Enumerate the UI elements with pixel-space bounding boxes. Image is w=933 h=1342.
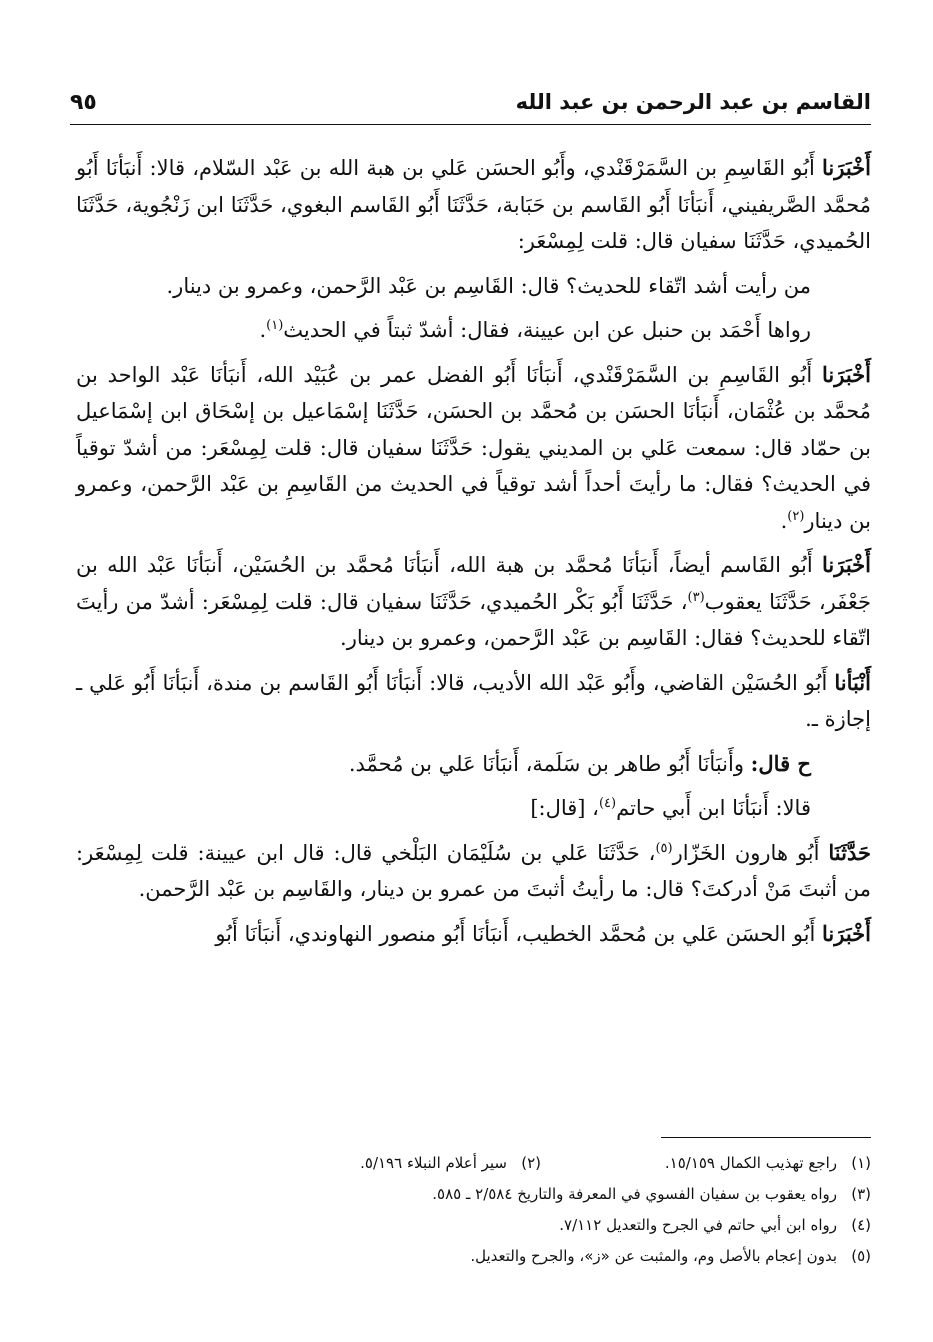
narration-lead: أَنْبَأنا: [834, 669, 871, 695]
narration-lead: أَخْبَرَنا: [822, 552, 871, 577]
footnote-3: [432, 1179, 871, 1210]
running-title: القاسم بن عبد الرحمن بن عبد الله: [515, 90, 871, 114]
paragraph-text: وأَنبَأنَا أَبُو طاهر بن سَلَمة، أَنبَأنَا عَلي بن مُحمَّد.: [348, 751, 751, 776]
paragraph-text: أَبُو هارون الخَزّار: [672, 840, 829, 865]
footnote-text: رواه ابن أبي حاتم في الجرح والتعديل ٧/١١٢.: [559, 1216, 837, 1234]
footnote-number: (١): [851, 1154, 871, 1172]
footnote-row: [120, 1241, 871, 1272]
paragraph-10: [76, 916, 871, 953]
paragraph-7: [76, 746, 871, 783]
paragraph-text: رواها أَحْمَد بن حنبل عن ابن عيينة، فقال: أشدّ ثبتاً في الحديث: [283, 318, 811, 342]
footnote-text: بدون إعجام بالأصل وم، والمثبت عن «ز»، والجرح والتعديل.: [470, 1247, 837, 1265]
footnote-ref[interactable]: (٢): [787, 508, 805, 524]
page-header: [70, 84, 871, 120]
footnote-1: [541, 1148, 871, 1179]
paragraph-2: [76, 268, 871, 305]
paragraph-text: أَبُو الحسَن عَلي بن مُحمَّد الخطيب، أَنبَأنَا أَبُو منصور النهاوندي، أَنبَأنَا أَبُو: [215, 921, 823, 946]
narration-lead: حَدَّثَنَا: [828, 839, 871, 865]
paragraph-text: أَبُو القَاسِمِ بن السَّمَرْقَنْدي، وأَبُو الحسَن عَلي بن هبة الله بن عَبْد السّلام، قالا: أَنبَأنَا أَبُو مُحمَّد الصَّريفيني، أَنبَأنَا أَبُو القَاسم بن حَبَابة، حَدَّثَنَا أَبُو القَاسم البغوي، حَدَّثَنَا ابن زَنْجُوية، حَدَّثَنَا الحُميدي، حَدَّثَنَا سفيان قال: قلت لِمِسْعَر:: [76, 156, 871, 253]
footnote-number: (٢): [521, 1154, 541, 1172]
paragraph-1: [76, 150, 871, 260]
footnote-4: [559, 1210, 871, 1241]
paragraph-text: قالا: أَنبَأنَا ابن أَبي حاتم: [616, 796, 811, 820]
footnote-row: [120, 1148, 871, 1179]
paragraph-text: أَبُو القَاسم أيضاً، أَنبَأنَا مُحمَّد بن هبة الله، أَنبَأنَا مُحمَّد بن الحُسَيْن، أَنبَأنَا عَبْد الله بن جَعْفَر، حَدَّثَنَا يعقوب: [76, 553, 871, 614]
footnote-rule: [661, 1137, 871, 1138]
footnote-row: [120, 1179, 871, 1210]
footnote-number: (٣): [851, 1185, 871, 1203]
footnote-ref[interactable]: (١): [266, 318, 284, 333]
paragraph-text: من رأيت أشد اتّقاء للحديث؟ قال: القَاسِم بن عَبْد الرَّحمن، وعمرو بن دينار.: [166, 273, 811, 298]
paragraph-text: ، حَدَّثَنَا أَبُو بَكْر الحُميدي، حَدَّثَنَا سفيان قال: قلت لِمِسْعَر: أشدّ من رأيتَ اتّقاء للحديث؟ فقال: القَاسِم بن عَبْد الرَّحمن، وعمرو بن دينار.: [76, 589, 871, 650]
narration-lead: ح قال:: [750, 750, 811, 776]
footnote-row: [120, 1210, 871, 1241]
page-number: ٩٥: [70, 89, 97, 115]
narration-lead: أَخْبَرَنا: [822, 155, 871, 180]
footnote-ref[interactable]: (٣): [687, 589, 705, 605]
footnote-text: رواه يعقوب بن سفيان الفسوي في المعرفة والتاريخ ٢/٥٨٤ ـ ٥٨٥.: [432, 1185, 837, 1203]
footnotes: [120, 1148, 871, 1272]
paragraph-6: [76, 665, 871, 738]
footnote-5: [470, 1241, 871, 1272]
paragraph-3: [76, 312, 871, 349]
paragraph-5: [76, 547, 871, 657]
footnote-2: [360, 1148, 541, 1179]
paragraph-text: ، حَدَّثَنَا عَلي بن سُلَيْمَان البَلْخي قال: قال ابن عيينة: قلت لِمِسْعَر: من أثبتَ مَنْ أدركتَ؟ قال: ما رأيتُ أثبتَ من عمرو بن دينار، والقَاسِم بن عَبْد الرَّحمن.: [76, 840, 871, 901]
narration-lead: أَخْبَرَنا: [822, 361, 871, 387]
paragraph-4: [76, 357, 871, 540]
paragraph-tail: ، [قال:]: [530, 796, 599, 820]
main-text: [76, 150, 871, 960]
footnote-number: (٤): [851, 1216, 871, 1234]
footnote-text: راجع تهذيب الكمال ١٥/١٥٩.: [664, 1154, 837, 1172]
narration-lead: أَخْبَرَنا: [822, 920, 871, 946]
paragraph-tail: .: [259, 318, 267, 342]
paragraph-8: [76, 790, 871, 827]
footnote-number: (٥): [851, 1247, 871, 1265]
paragraph-9: [76, 835, 871, 908]
paragraph-text: أَبُو القَاسِمِ بن السَّمَرْقَنْدي، أَنبَأنَا أَبُو الفضل عمر بن عُبَيْد الله، أَنبَأنَا عَبْد الواحد بن مُحمَّد بن عُثْمَان، أَنبَأنَا الحسَن بن مُحمَّد بن الحسَن، حَدَّثَنَا إسْمَاعيل بن إسْحَاق ابن إسْمَاعيل بن حمّاد قال: سمعت عَلي بن المديني يقول: حَدَّثَنَا سفيان قال: قلت لِمِسْعَر: من أشدّ توقياً في الحديث؟ فقال: ما رأيتَ أحداً أشد توقياً في الحديث من القَاسِمِ بن عَبْد الرَّحمن، وعمرو بن دينار: [76, 362, 871, 533]
footnote-ref[interactable]: (٥): [655, 840, 673, 856]
footnote-text: سير أعلام النبلاء ٥/١٩٦.: [360, 1154, 507, 1172]
footnote-ref[interactable]: (٤): [598, 796, 617, 811]
header-rule: [70, 124, 871, 125]
paragraph-text: أَبُو الحُسَيْن القاضي، وأَبُو عَبْد الله الأديب، قالا: أَنبَأنَا أَبُو القَاسم بن مندة، أَنبَأنَا أَبُو عَلي ـ إجازة ـ.: [76, 670, 871, 731]
paragraph-tail: .: [780, 508, 788, 533]
